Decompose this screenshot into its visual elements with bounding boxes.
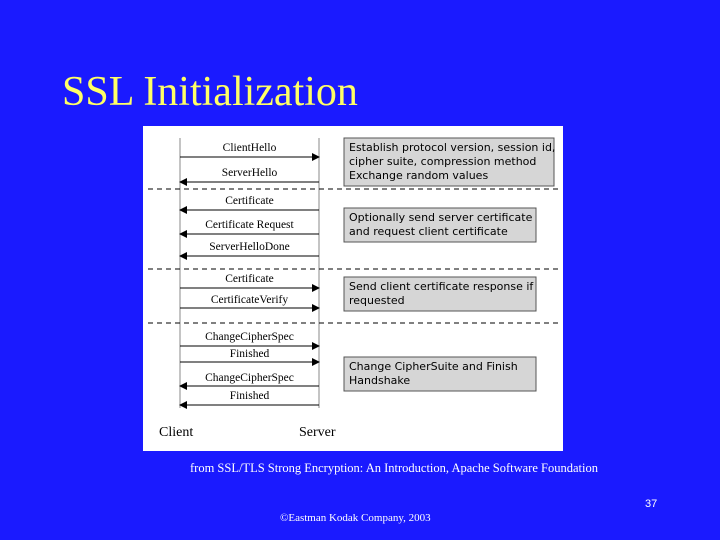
message-label: Finished bbox=[229, 348, 270, 360]
message-label: ChangeCipherSpec bbox=[205, 372, 294, 384]
message-label: ChangeCipherSpec bbox=[205, 331, 294, 343]
message-label: CertificateVerify bbox=[210, 294, 289, 306]
message-label: Certificate bbox=[225, 195, 274, 207]
note-text: Handshake bbox=[349, 374, 411, 387]
page-number: 37 bbox=[645, 498, 658, 510]
note-text: Exchange random values bbox=[349, 169, 489, 182]
message-label: ClientHello bbox=[222, 142, 277, 154]
ssl-handshake-diagram bbox=[143, 126, 563, 451]
note-text: Change CipherSuite and Finish bbox=[349, 360, 518, 373]
copyright-notice: ©Eastman Kodak Company, 2003 bbox=[280, 512, 431, 524]
message-label: ServerHelloDone bbox=[209, 241, 290, 253]
diagram-canvas bbox=[143, 126, 563, 451]
message-label: ServerHello bbox=[221, 167, 278, 179]
message-label: Finished bbox=[229, 390, 270, 402]
slide-title: SSL Initialization bbox=[62, 69, 358, 115]
note-text: and request client certificate bbox=[349, 225, 508, 238]
note-text: requested bbox=[349, 294, 405, 307]
client-label: Client bbox=[159, 425, 194, 440]
server-label: Server bbox=[299, 425, 336, 440]
message-label: Certificate Request bbox=[205, 219, 294, 231]
note-text: Send client certificate response if bbox=[349, 280, 534, 293]
message-label: Certificate bbox=[225, 273, 274, 285]
note-text: Optionally send server certificate bbox=[349, 211, 533, 224]
note-text: Establish protocol version, session id, bbox=[349, 141, 556, 154]
source-citation: from SSL/TLS Strong Encryption: An Introduction, Apache Software Foundation bbox=[190, 461, 598, 475]
note-text: cipher suite, compression method bbox=[349, 155, 537, 168]
